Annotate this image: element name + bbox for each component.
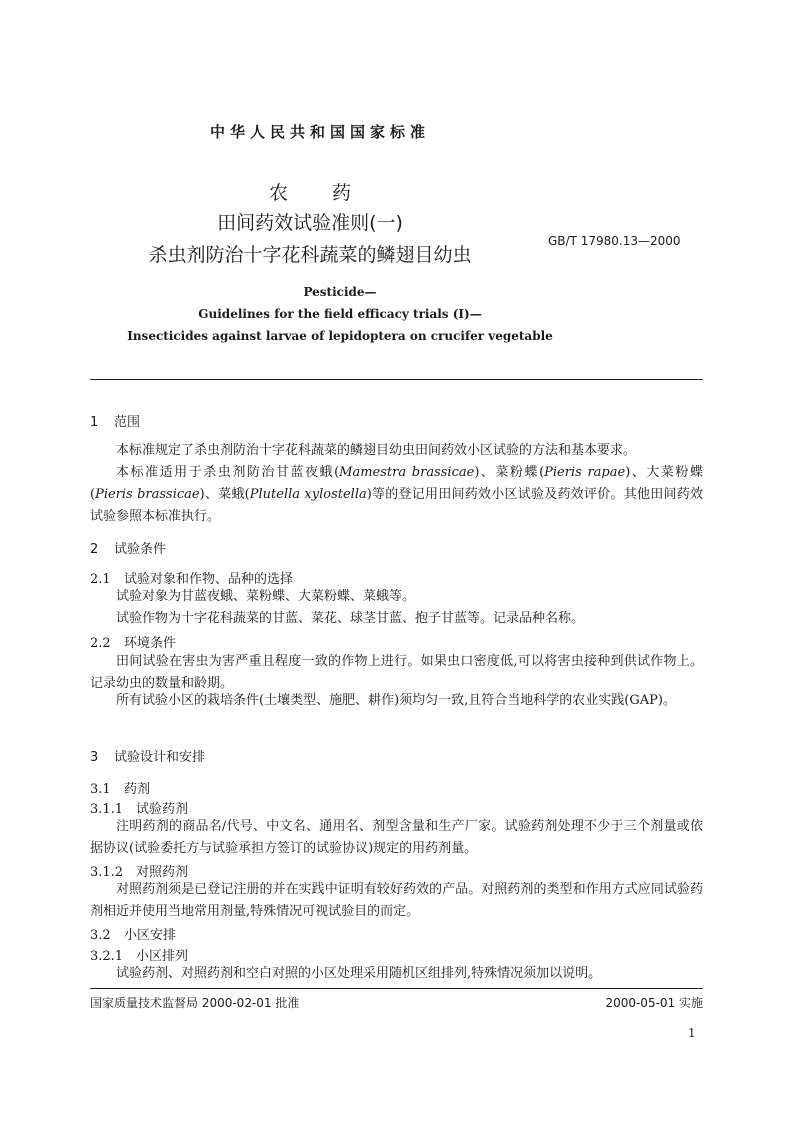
section-2-1-heading: 2.1 试验对象和作物、品种的选择 bbox=[90, 572, 294, 587]
page-number: 1 bbox=[688, 1026, 696, 1040]
section-2-2-heading: 2.2 环境条件 bbox=[90, 636, 177, 651]
english-title-line-1: Pesticide— bbox=[303, 285, 377, 299]
section-1-heading: 1 范围 bbox=[90, 415, 141, 430]
effective-date: 2000-05-01 实施 bbox=[605, 996, 703, 1010]
section-3-1-heading: 3.1 药剂 bbox=[90, 782, 151, 797]
standard-number: GB/T 17980.13—2000 bbox=[548, 234, 681, 248]
footer-divider bbox=[90, 988, 703, 989]
title-word-1: 农 bbox=[268, 182, 288, 204]
section-3-1-1-paragraph: 注明药剂的商品名/代号、中文名、通用名、剂型含量和生产厂家。试验药剂处理不少于三个剂量或依据协议(试验委托方与试验承担方签订的试验协议)规定的用药剂量。 bbox=[90, 819, 703, 856]
title-line-2: 田间药效试验准则(一) bbox=[217, 212, 403, 234]
section-3-2-1-heading: 3.2.1 小区排列 bbox=[90, 949, 189, 964]
section-2-2-paragraph-1: 田间试验在害虫为害严重且程度一致的作物上进行。如果虫口密度低,可以将害虫接种到供试作物上。记录幼虫的数量和龄期。 bbox=[90, 654, 703, 691]
section-3-1-1-heading: 3.1.1 试验药剂 bbox=[90, 802, 189, 817]
national-standard-header: 中华人民共和国国家标准 bbox=[209, 123, 430, 141]
section-2-1-paragraph-2: 试验作物为十字花科蔬菜的甘蓝、菜花、球茎甘蓝、抱子甘蓝等。记录品种名称。 bbox=[116, 611, 585, 626]
section-1-paragraph-2: 本标准适用于杀虫剂防治甘蓝夜蛾(Mamestra brassicae)、菜粉蝶(Pieris rapae)、大菜粉蝶(Pieris brassicae)、菜蛾(Plutella xylostella)等的登记用田间药效小区试验及药效评价。其他田间药效试验参照本标准执行。 bbox=[90, 465, 703, 524]
english-title-line-3: Insecticides against larvae of lepidoptera on crucifer vegetable bbox=[127, 329, 553, 343]
section-2-1-paragraph-1: 试验对象为甘蓝夜蛾、菜粉蝶、大菜粉蝶、菜蛾等。 bbox=[116, 589, 416, 604]
approval-note: 国家质量技术监督局 2000-02-01 批准 bbox=[90, 996, 300, 1010]
section-3-1-2-heading: 3.1.2 对照药剂 bbox=[90, 865, 189, 880]
section-3-2-1-paragraph: 试验药剂、对照药剂和空白对照的小区处理采用随机区组排列,特殊情况须加以说明。 bbox=[116, 966, 602, 981]
section-3-2-heading: 3.2 小区安排 bbox=[90, 928, 177, 943]
section-2-heading: 2 试验条件 bbox=[90, 542, 167, 557]
title-word-2: 药 bbox=[332, 182, 352, 204]
section-3-heading: 3 试验设计和安排 bbox=[90, 750, 206, 765]
title-line-1 bbox=[90, 178, 530, 205]
section-2-2-paragraph-2: 所有试验小区的栽培条件(土壤类型、施肥、耕作)须均匀一致,且符合当地科学的农业实践(GAP)。 bbox=[116, 693, 676, 708]
section-3-1-2-paragraph: 对照药剂须是已登记注册的并在实践中证明有较好药效的产品。对照药剂的类型和作用方式应同试验药剂相近并使用当地常用剂量,特殊情况可视试验目的而定。 bbox=[90, 882, 703, 919]
section-1-paragraph-1: 本标准规定了杀虫剂防治十字花科蔬菜的鳞翅目幼虫田间药效小区试验的方法和基本要求。 bbox=[116, 443, 637, 458]
title-line-3: 杀虫剂防治十字花科蔬菜的鳞翅目幼虫 bbox=[148, 244, 472, 266]
header-divider bbox=[90, 379, 703, 380]
english-title-line-2: Guidelines for the field efficacy trials (Ⅰ)— bbox=[198, 307, 482, 321]
